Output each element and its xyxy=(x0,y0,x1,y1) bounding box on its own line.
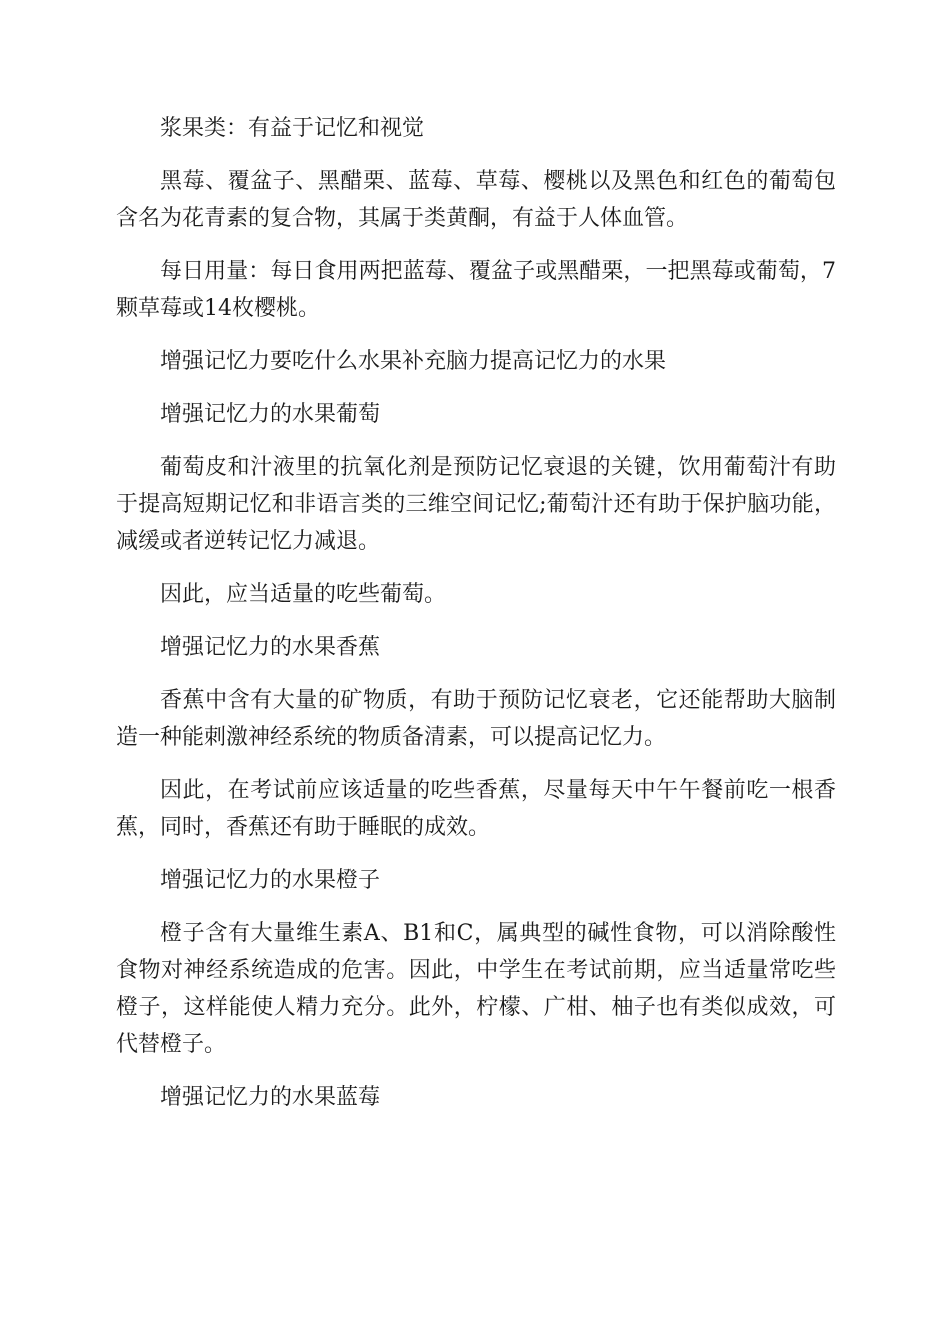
section-heading-memory-fruits: 增强记忆力要吃什么水果补充脑力提高记忆力的水果 xyxy=(160,349,667,374)
paragraph-banana-minerals: 香蕉中含有大量的矿物质，有助于预防记忆衰老，它还能帮助大脑制造一种能刺激神经系统的物质备清素，可以提高记忆力。 xyxy=(116,688,836,750)
paragraph-banana-conclusion: 因此，在考试前应该适量的吃些香蕉，尽量每天中午午餐前吃一根香蕉，同时，香蕉还有助于睡眠的成效。 xyxy=(116,778,836,840)
section-heading-berries: 浆果类：有益于记忆和视觉 xyxy=(160,116,425,141)
paragraph-orange-vitamins: 橙子含有大量维生素A、B1和C，属典型的碱性食物，可以消除酸性食物对神经系统造成的危害。因此，中学生在考试前期，应当适量常吃些橙子，这样能使人精力充分。此外，柠檬、广柑、柚子也有类似成效，可代替橙子。 xyxy=(116,921,836,1057)
paragraph-daily-dosage: 每日用量：每日食用两把蓝莓、覆盆子或黑醋栗，一把黑莓或葡萄，7颗草莓或14枚樱桃。 xyxy=(116,259,836,321)
document-body xyxy=(116,110,836,1132)
section-heading-orange: 增强记忆力的水果橙子 xyxy=(160,868,381,893)
section-heading-blueberry: 增强记忆力的水果蓝莓 xyxy=(160,1085,381,1110)
paragraph-berries-anthocyanin: 黑莓、覆盆子、黑醋栗、蓝莓、草莓、樱桃以及黑色和红色的葡萄包含名为花青素的复合物，其属于类黄酮，有益于人体血管。 xyxy=(116,169,836,231)
paragraph-grapes-conclusion: 因此，应当适量的吃些葡萄。 xyxy=(160,582,447,607)
section-heading-grapes: 增强记忆力的水果葡萄 xyxy=(160,402,381,427)
paragraph-grapes-antioxidants: 葡萄皮和汁液里的抗氧化剂是预防记忆衰退的关键，饮用葡萄汁有助于提高短期记忆和非语言类的三维空间记忆;葡萄汁还有助于保护脑功能，减缓或者逆转记忆力减退。 xyxy=(116,455,836,554)
section-heading-banana: 增强记忆力的水果香蕉 xyxy=(160,635,381,660)
